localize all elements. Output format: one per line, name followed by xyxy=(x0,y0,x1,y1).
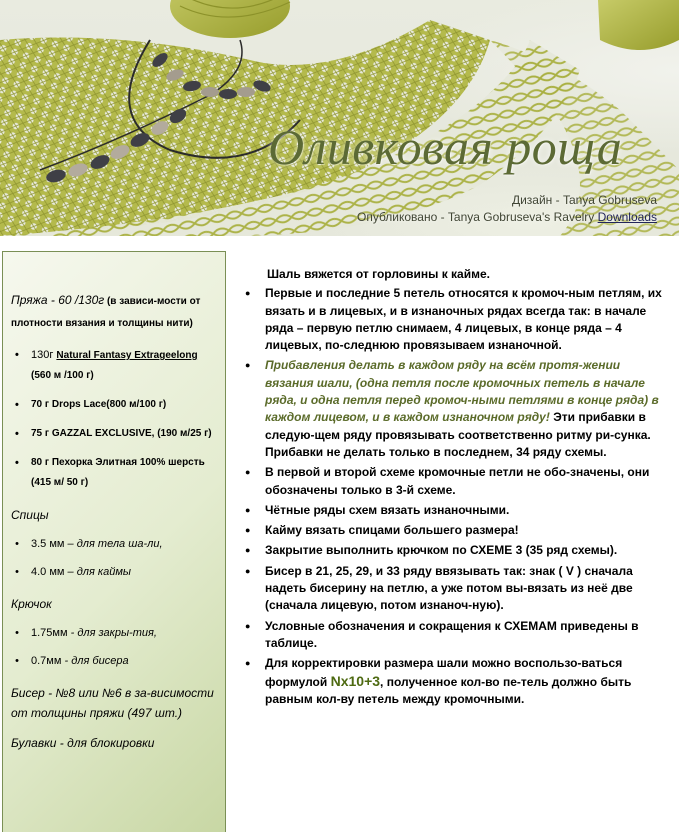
hook-size: 1.75мм xyxy=(31,627,68,639)
instruction-text: Эти прибавки в следую-щем ряду провязывать соответственно ритму ри-сунка. Прибавки не делать только в последнем, 34 ряду схемы. xyxy=(265,410,651,459)
credits xyxy=(357,192,657,226)
needle-size: 4.0 мм xyxy=(31,566,65,578)
yarn-list xyxy=(11,345,217,493)
page-title: Оливковая роща xyxy=(268,119,623,175)
instruction-text: Для корректировки размера шали можно воспользо-ваться формулой xyxy=(265,656,623,689)
hook-use: - для закры-тия, xyxy=(67,627,157,639)
instruction-text: Бисер в 21, 25, 29, и 33 ряду ввязывать так: знак ( V ) сначала надеть бисерину на петлю, а уже потом вы-вязать из неё две (сначала лицевую, потом изнаноч-ную). xyxy=(265,563,633,613)
instruction-text: Закрытие выполнить крючком по СХЕМЕ 3 (35 ряд схемы). xyxy=(265,543,618,558)
instruction-text: Первые и последние 5 петель относятся к кромоч-ным петлям, их вязать и в лицевых, и в изнаночных рядах всегда так: в начале ряда – первую петлю снимаем, 4 лицевых, в конце ряда – 4 лицевых, по-следнюю провязываем изнаночной. xyxy=(265,286,662,353)
yarn-spec: (560 м /100 г) xyxy=(31,370,94,381)
hook-size: 0.7мм xyxy=(31,655,62,667)
needle-use: – для тела ша-ли, xyxy=(64,538,163,550)
published-credit xyxy=(357,209,657,226)
yarn-item xyxy=(11,453,217,493)
needle-size: 3.5 мм xyxy=(31,538,65,550)
instruction-text: В первой и второй схеме кромочные петли не обо-значены, они обозначены только в 3-й схеме. xyxy=(265,465,650,497)
yarn-spec: 80 г Пехорка Элитная 100% шерсть (415 м/ 50 г) xyxy=(31,457,205,488)
needles-item xyxy=(11,535,217,554)
instruction-text: Условные обозначения и сокращения к СХЕМАМ приведены в таблице. xyxy=(265,618,639,650)
instruction-item xyxy=(245,357,665,461)
instruction-text: Кайму вязать спицами большего размера! xyxy=(265,523,519,538)
header-banner xyxy=(0,0,679,236)
yarn-label: Пряжа xyxy=(11,293,48,307)
intro-text: Шаль вяжется от горловины к кайме. xyxy=(267,267,490,281)
instruction-text: Чётные ряды схем вязать изнаночными. xyxy=(265,502,510,517)
instruction-item xyxy=(245,285,665,354)
yarn-spec: 75 г GAZZAL EXCLUSIVE, (190 м/25 г) xyxy=(31,428,212,439)
instruction-item xyxy=(245,522,665,539)
beads-info: Бисер - №8 или №6 в за-висимости от толщины пряжи (497 шт.) xyxy=(11,686,214,720)
hook-heading: Крючок xyxy=(11,597,52,611)
instruction-item xyxy=(245,655,665,708)
hook-use: - для бисера xyxy=(61,655,129,667)
yarn-weight: 130г xyxy=(31,349,57,361)
yarn-note: (в зависи-мости от плотности вязания и толщины нити) xyxy=(11,296,201,329)
instruction-item xyxy=(245,502,665,519)
yarn-item xyxy=(11,395,217,415)
yarn-spec: 70 г Drops Lace(800 м/100 г) xyxy=(31,399,167,410)
hook-item xyxy=(11,624,217,643)
downloads-link[interactable]: Downloads xyxy=(597,210,657,224)
instruction-item xyxy=(245,464,665,499)
yarn-amount: - 60 /130г xyxy=(47,293,105,307)
instruction-text: , полученное кол-во пе-тель должно быть равным кол-ву петель между кромочными. xyxy=(265,674,632,706)
yarn-heading xyxy=(11,290,217,334)
needle-use: – для каймы xyxy=(64,566,131,578)
design-author: Tanya Gobruseva xyxy=(562,193,657,207)
highlight-text: Прибавления делать в каждом ряду на всём протя-жении вязания шали, (одна петля после кромочных петель в начале ряда, и одна петля перед кромоч-ными петлями в конце ряда) в каждом лицевом, и в каждом изнаночном ряду! xyxy=(265,358,659,425)
pins-info: Булавки - для блокировки xyxy=(11,736,155,750)
needles-heading: Спицы xyxy=(11,508,49,522)
instruction-item xyxy=(245,563,665,615)
design-label: Дизайн - xyxy=(511,193,563,207)
needles-list xyxy=(11,535,217,582)
instruction-item xyxy=(245,542,665,559)
instruction-list xyxy=(245,285,665,708)
materials-sidebar xyxy=(2,251,226,832)
yarn-item xyxy=(11,424,217,444)
hook-list xyxy=(11,624,217,671)
instructions xyxy=(245,266,665,711)
hook-item xyxy=(11,652,217,671)
formula-text: Nx10+3 xyxy=(330,672,381,689)
design-credit xyxy=(357,192,657,209)
instruction-item xyxy=(245,618,665,653)
published-label: Опубликовано - Tanya Gobruseva's Ravelry xyxy=(356,210,598,224)
yarn-item xyxy=(11,345,217,386)
yarn-name: Natural Fantasy Extrageelong xyxy=(56,350,198,361)
needles-item xyxy=(11,563,217,582)
